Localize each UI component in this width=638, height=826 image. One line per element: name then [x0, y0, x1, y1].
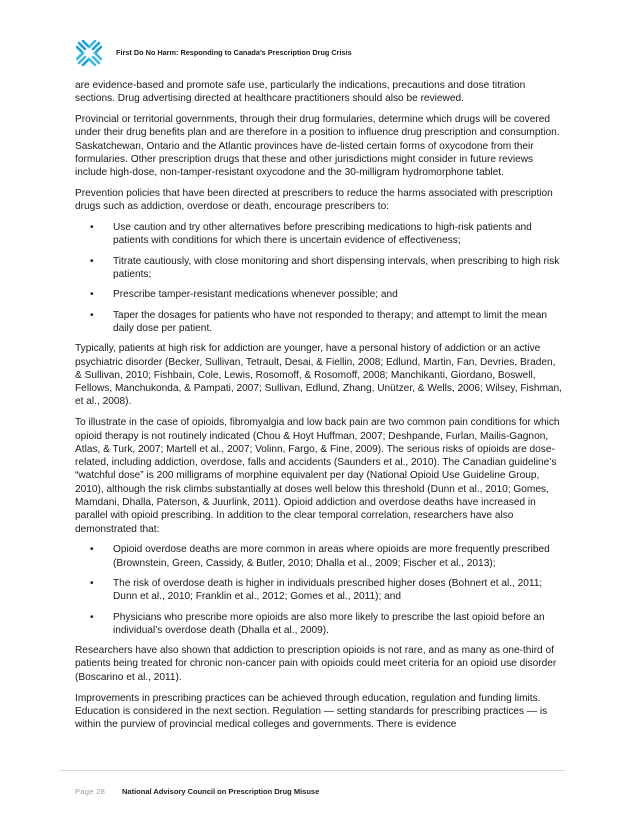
paragraph: are evidence-based and promote safe use, particularly the indications, precautions and dose titration sections. Drug advertising directed at healthcare practitioners should also be reviewed. — [75, 80, 526, 105]
document-body — [75, 79, 563, 739]
list-item — [75, 543, 563, 570]
header-title: First Do No Harm: Responding to Canada’s Prescription Drug Crisis — [116, 48, 352, 57]
paragraph: Researchers have also shown that addiction to prescription opioids is not rare, and as many as one-third of patients being treated for chronic non-cancer pain with opioids could meet criteria for an opioid use disorder (Boscarino et al., 2011). — [75, 645, 557, 683]
page-header — [76, 40, 576, 68]
list-item-text: Prescribe tamper-resistant medications whenever possible; and — [113, 289, 398, 301]
bullet-icon: • — [90, 611, 94, 623]
paragraph: Provincial or territorial governments, through their drug formularies, determine which drugs will be covered under their drug benefits plan and are therefore in a position to influence drug prescription and consumption. Saskatchewan, Ontario and the Atlantic provinces have de-listed certain forms of oxycodone from their formularies. Other prescription drugs that these and other jurisdictions might consider in future reviews include high-dose, non-tamper-resistant oxycodone and the 30-milligram hydromorphone tablet. — [75, 114, 560, 179]
list-item — [75, 288, 563, 301]
page-number: Page 28 — [75, 787, 106, 796]
list-item-text: The risk of overdose death is higher in individuals prescribed higher doses (Bohnert et al., 2011; Dunn et al., 2010; Franklin et al., 2012; Gomes et al., 2011); and — [113, 578, 543, 603]
paragraph: Improvements in prescribing practices can be achieved through education, regulation and funding limits. Education is considered in the next section. Regulation — setting standards for prescribing practices — is within the purview of provincial medical colleges and governments. There is evidence — [75, 692, 548, 731]
bullet-icon: • — [90, 255, 94, 267]
bullet-icon: • — [90, 309, 94, 321]
list-item-text: Physicians who prescribe more opioids are also more likely to prescribe the last opioid before an individual’s overdose death (Dhalla et al., 2009). — [113, 611, 545, 636]
council-logo-icon — [76, 40, 102, 66]
prescriber-guidance-list — [75, 221, 563, 335]
list-item-text: Titrate cautiously, with close monitoring and short dispensing intervals, when prescribing to high risk patients; — [113, 255, 560, 281]
paragraph: Typically, patients at high risk for addiction are younger, have a personal history of addiction or an active psychiatric disorder (Becker, Sullivan, Tetrault, Desai, & Fiellin, 2008; Edlund, Martin, Fan, Devries, Braden, & Sullivan, 2010; Fishbain, Cole, Lewis, Rosomoff, & Rosomoff, 2008; Manchikanti, Giordano, Boswell, Fellows, Manchukonda, & Pampati, 2007; Sullivan, Edlund, Zhang, Unützer, & Wells, 2006; Wilsey, Fishman, et al., 2008). — [75, 343, 562, 408]
research-findings-list — [75, 543, 563, 637]
list-item — [75, 309, 563, 336]
bullet-icon: • — [90, 578, 94, 589]
list-item — [75, 221, 563, 248]
footer-organization: National Advisory Council on Prescription Drug Misuse — [122, 787, 320, 796]
list-item — [75, 611, 563, 638]
bullet-icon: • — [90, 544, 94, 556]
list-item — [75, 577, 563, 604]
bullet-icon: • — [90, 222, 94, 234]
paragraph: Prevention policies that have been directed at prescribers to reduce the harms associated with prescription drugs such as addiction, overdose or death, encourage prescribers to: — [75, 188, 553, 213]
list-item-text: Use caution and try other alternatives before prescribing medications to high-risk patients and patients with conditions for which there is uncertain evidence of effectiveness; — [113, 222, 532, 247]
list-item-text: Opioid overdose deaths are more common in areas where opioids are more frequently prescribed (Brownstein, Green, Cassidy, & Butler, 2010; Dhalla et al., 2009; Fischer et al., 2013); — [113, 544, 550, 569]
list-item-text: Taper the dosages for patients who have not responded to therapy; and attempt to limit the mean daily dose per patient. — [113, 309, 547, 334]
bullet-icon: • — [90, 289, 94, 301]
paragraph: To illustrate in the case of opioids, fibromyalgia and low back pain are two common pain conditions for which opioid therapy is not routinely indicated (Chou & Hoyt Huffman, 2007; Deshpande, Furlan, Mailis-Gagnon, Atlas, & Turk, 2007; Martell et al., 2007; Volinn, Fargo, & Fine, 2009). The serious risks of opioids are dose-related, including addiction, overdose, falls and accidents (Saunders et al., 2010). The Canadian guideline’s “watchful dose” is 200 milligrams of morphine equivalent per day (National Opioid Use Guideline Group, 2010), although the risk climbs substantially at doses well below this threshold (Dunn et al., 2010; Gomes, Mamdani, Dhalla, Paterson, & Juurlink, 2011). Opioid addiction and overdose deaths have increased in parallel with opioid prescribing. In addition to the clear temporal correlation, researchers have also demonstrated that: — [75, 417, 560, 535]
list-item — [75, 255, 563, 282]
page-footer — [75, 787, 320, 796]
footer-divider — [60, 770, 565, 771]
